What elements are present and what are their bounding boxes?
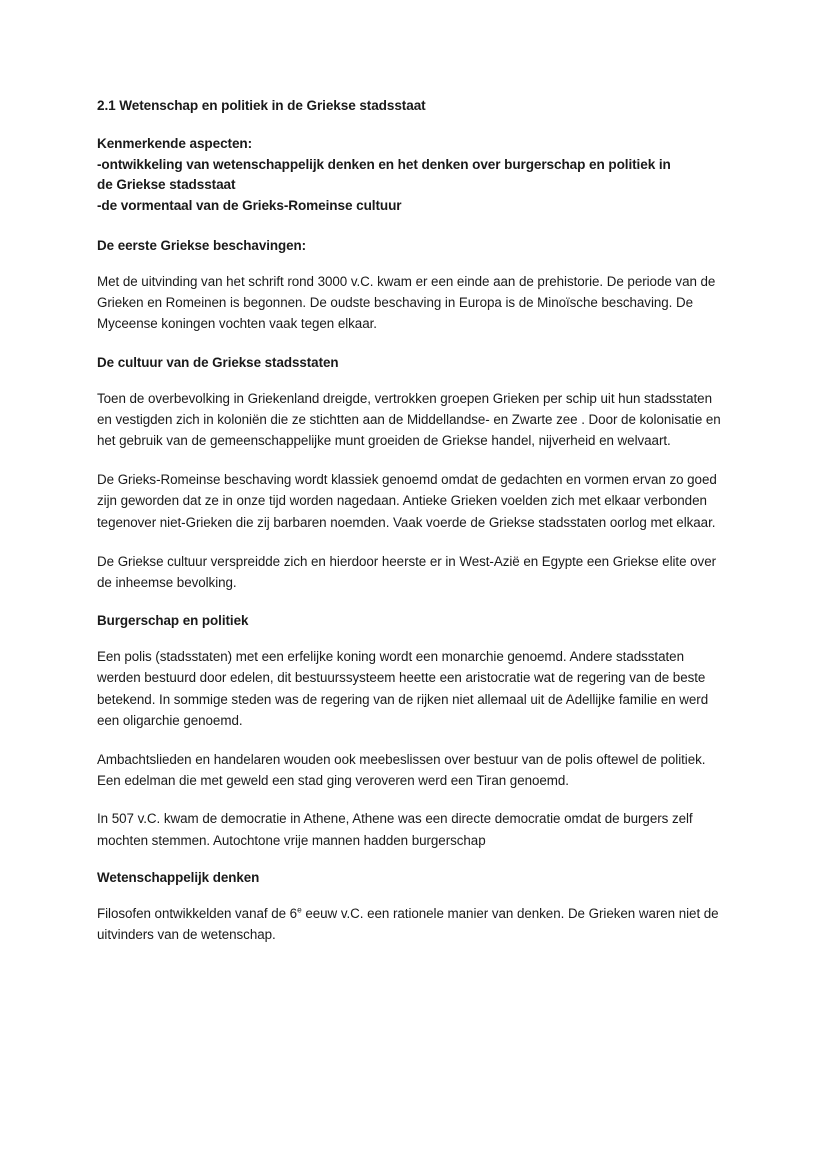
paragraph-text-after: eeuw v.C. een rationele manier van denken. De Grieken waren niet de uitvinders van de wetenschap. (97, 905, 719, 943)
paragraph: De Grieks-Romeinse beschaving wordt klassiek genoemd omdat de gedachten en vormen ervan zo goed zijn geworden dat ze in onze tijd worden nagedaan. Antieke Grieken voelden zich met elkaar verbonden tegenover niet-Grieken die zij barbaren noemden. Vaak voerde de Griekse stadsstaten oorlog met elkaar. (97, 472, 717, 530)
aspect-item-2: -de vormentaal van de Grieks-Romeinse cultuur (97, 197, 402, 213)
page-title: 2.1 Wetenschap en politiek in de Griekse stadsstaat (97, 98, 426, 113)
kenmerkende-aspecten-label: Kenmerkende aspecten: (97, 136, 253, 151)
paragraph: Toen de overbevolking in Griekenland dreigde, vertrokken groepen Grieken per schip uit hun stadsstaten en vestigden zich in koloniën die ze stichtten aan de Middellandse- en Zwarte zee . Door de kolonisatie en het gebruik van de gemeenschappelijke munt groeiden de Griekse handel, nijverheid en welvaart. (97, 390, 721, 449)
aspect-item-1-line-1: -ontwikkeling van wetenschappelijk denken en het denken over burgerschap en politiek in (97, 156, 671, 172)
paragraph: De Griekse cultuur verspreidde zich en hierdoor heerste er in West-Azië en Egypte een Griekse elite over de inheemse bevolking. (97, 553, 717, 591)
section-heading: De cultuur van de Griekse stadsstaten (97, 354, 339, 370)
paragraph: In 507 v.C. kwam de democratie in Athene, Athene was een directe democratie omdat de burgers zelf mochten stemmen. Autochtone vrije mannen hadden burgerschap (97, 811, 693, 848)
section-wetenschappelijk-denken (97, 868, 724, 945)
paragraph-with-superscript (97, 903, 724, 945)
section-burgerschap-en-politiek (97, 611, 724, 851)
section-heading: De eerste Griekse beschavingen: (97, 238, 307, 253)
kenmerkende-aspecten-block (97, 134, 724, 216)
section-eerste-griekse-beschavingen (97, 236, 724, 335)
aspect-item-1-line-2: de Griekse stadsstaat (97, 177, 236, 192)
paragraph: Een polis (stadsstaten) met een erfelijke koning wordt een monarchie genoemd. Andere stadsstaten werden bestuurd door edelen, dit bestuurssysteem heette een aristocratie wat de regering van de beste betekend. In sommige steden was de regering van de rijken niet allemaal uit de Adellijke familie en werd een oligarchie genoemd. (97, 649, 709, 728)
ordinal-superscript: e (297, 904, 302, 915)
section-heading: Wetenschappelijk denken (97, 869, 260, 885)
document-content (97, 96, 724, 963)
section-cultuur-griekse-stadsstaten (97, 353, 724, 594)
paragraph: Ambachtslieden en handelaren wouden ook meebeslissen over bestuur van de polis oftewel de politiek. Een edelman die met geweld een stad ging veroveren werd een Tiran genoemd. (97, 752, 706, 789)
paragraph-text-before: Filosofen ontwikkelden vanaf de 6 (97, 905, 298, 921)
paragraph: Met de uitvinding van het schrift rond 3000 v.C. kwam er een einde aan de prehistorie. De periode van de Grieken en Romeinen is begonnen. De oudste beschaving in Europa is de Minoïsche beschaving. De Myceense koningen vochten vaak tegen elkaar. (97, 274, 716, 332)
section-heading: Burgerschap en politiek (97, 613, 249, 629)
